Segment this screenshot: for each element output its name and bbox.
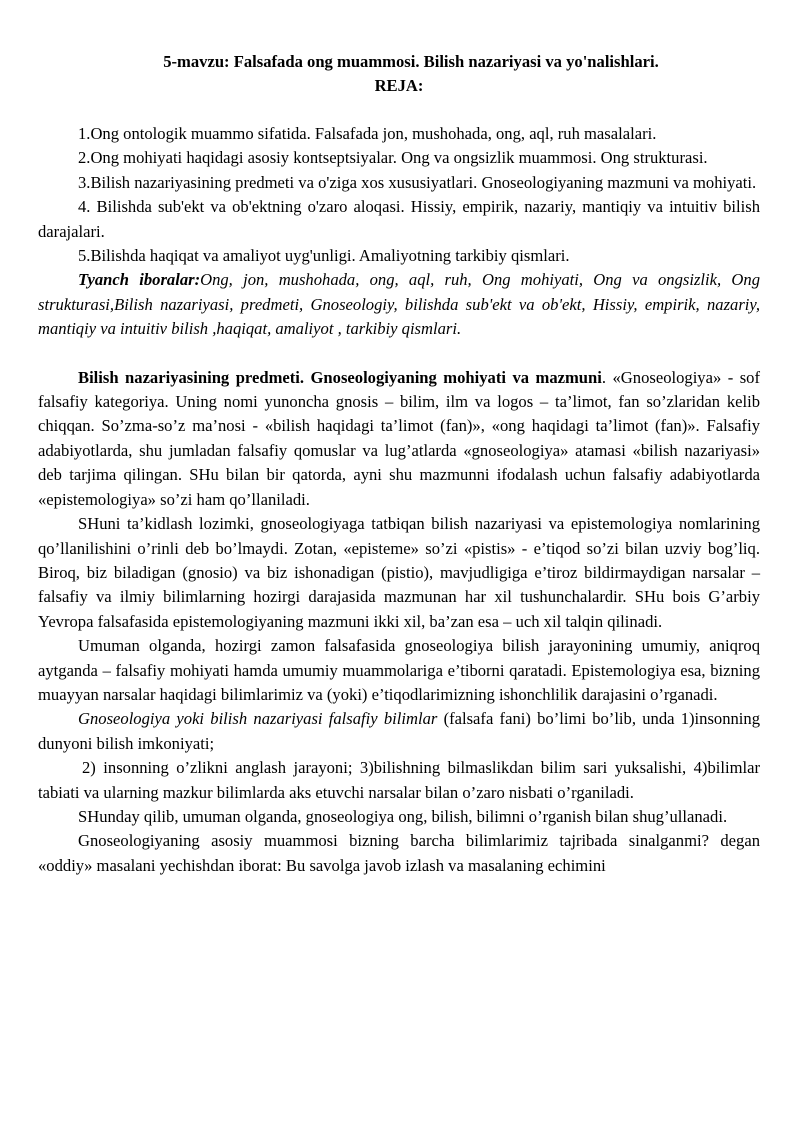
paragraph-2: SHuni ta’kidlash lozimki, gnoseologiyaga tatbiqan bilish nazariyasi va epistemologiya nomlarining qo’llanilishini o’rinli deb bo’lmaydi. Zotan, «episteme» so’zi «pistis» - e’tiqod so’zi bilan uzviy bog’liq. Biroq, biz biladigan (gnosio) va biz ishonadigan (pistio), mavjudligiga e’tiroz bildirmaydigan narsalar – falsafiy va ilmiy bilimlarning hozirgi darajasida mazmunan har xil tushunchalardir. SHu bois G’arbiy Yevropa falsafasida epistemologiyaning mazmuni ikki xil, ba’zan esa – uch xil talqin qilinadi. xyxy=(38,514,760,631)
paragraph-4 xyxy=(38,707,760,756)
paragraph-5: 2) insonning o’zlikni anglash jarayoni; 3)bilishning bilmaslikdan bilim sari yuksalishi, 4)bilimlar tabiati va ularning mazkur bilimlarda aks etuvchi narsalar bilan o’zaro nisbati o’rganiladi. xyxy=(38,758,760,802)
keywords-label: Tyanch iboralar: xyxy=(78,270,201,290)
paragraph-6: SHunday qilib, umuman olganda, gnoseologiya ong, bilish, bilimni o’rganish bilan shug’ullanadi. xyxy=(78,806,728,826)
paragraph-4-italic: Gnoseologiya yoki bilish nazariyasi falsafiy bilimlar xyxy=(78,709,438,729)
document-body xyxy=(38,366,760,879)
paragraph-7: Gnoseologiyaning asosiy muammosi bizning barcha bilimlarimiz tajribada sinalganmi? degan «oddiy» masalani yechishdan iborat: Bu savolga javob izlash va masalaning echimini xyxy=(38,831,760,875)
plan-item-5: 5.Bilishda haqiqat va amaliyot uyg'unligi. Amaliyotning tarkibiy qismlari. xyxy=(78,246,570,266)
keywords-paragraph xyxy=(38,268,760,341)
plan-list xyxy=(38,122,760,342)
document-title: 5-mavzu: Falsafada ong muammosi. Bilish nazariyasi va yo'nalishlari. xyxy=(163,52,659,71)
document-page xyxy=(38,50,760,878)
paragraph-3: Umuman olganda, hozirgi zamon falsafasida gnoseologiya bilish jarayonining umumiy, aniqroq aytganda – falsafiy mohiyati hamda umumiy muammolariga e’tiborni qaratadi. Epistemologiya esa, bizning muayyan narsalar haqidagi bilimlarimiz va (yoki) e’tiqodlarimizning ishonchlilik darajasini o’rganadi. xyxy=(38,636,760,704)
section-paragraph-1 xyxy=(38,366,760,512)
plan-heading: REJA: xyxy=(374,76,424,95)
plan-item-2: 2.Ong mohiyati haqidagi asosiy kontseptsiyalar. Ong va ongsizlik muammosi. Ong strukturasi. xyxy=(78,148,708,168)
section-heading-end: . xyxy=(601,367,607,387)
plan-item-1: 1.Ong ontologik muammo sifatida. Falsafada jon, mushohada, ong, aql, ruh masalalari. xyxy=(78,124,657,143)
section-spacer xyxy=(38,342,760,366)
paragraph-1-text: «Gnoseologiya» - sof falsafiy kategoriya. Uning nomi yunoncha gnosis – bilim, ilm va logos – ta’limot, fan so’zlaridan kelib chiqqan. So’zma-so’z ma’nosi - «bilish haqidagi ta’limot (fan)», «ong haqidagi ta’limot (fan)». Falsafiy adabiyotlarda, shu jumladan falsafiy qomuslar va lug’atlarda «gnoseologiya» atamasi «bilish nazariyasi» deb tarjima qilingan. SHu bilan bir qatorda, ayni shu mazmunni ifodalash uchun falsafiy adabiyotlarda «epistemologiya» so’zi ham qo’llaniladi. xyxy=(38,367,760,509)
plan-item-3: 3.Bilish nazariyasining predmeti va o'ziga xos xususiyatlari. Gnoseologiyaning mazmuni va mohiyati. xyxy=(78,172,757,192)
keywords-text: Ong, jon, mushohada, ong, aql, ruh, Ong mohiyati, Ong va ongsizlik, Ong strukturasi,Bilish nazariyasi, predmeti, Gnoseologiy, bilishda sub'ekt va ob'ekt, Hissiy, empirik, nazariy, mantiqiy va intuitiv bilish ,haqiqat, amaliyot , tarkibiy qismlari. xyxy=(38,270,760,339)
paragraph-4-rest: (falsafa fani) bo’limi bo’lib, unda 1)insonning dunyoni bilish imkoniyati; xyxy=(38,709,760,753)
section-heading: Bilish nazariyasining predmeti. Gnoseologiyaning mohiyati va mazmuni xyxy=(78,367,602,387)
plan-item-4: 4. Bilishda sub'ekt va ob'ektning o'zaro aloqasi. Hissiy, empirik, nazariy, mantiqiy va intuitiv bilish darajalari. xyxy=(38,197,760,241)
